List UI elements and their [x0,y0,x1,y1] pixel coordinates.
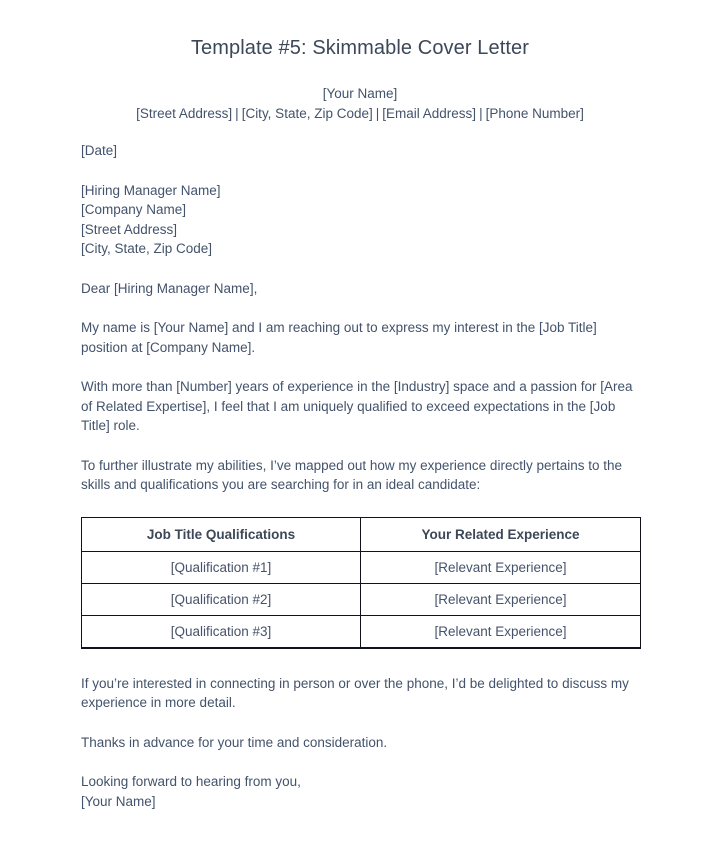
applicant-street-address: [Street Address] [136,106,233,121]
recipient-city-state-zip: [City, State, Zip Code] [81,241,213,256]
letter-body [81,141,640,811]
closing-block [81,772,640,811]
contact-separator-3: | [479,106,483,121]
table-cell-qualification: [Qualification #1] [82,551,361,583]
qualifications-table [81,517,641,649]
contact-header-block [0,84,720,124]
paragraph-table-lead-in: To further illustrate my abilities, I’ve mapped out how my experience directly pertains to the skills and qualifications you are searching for in an ideal candidate: [81,457,623,492]
table-cell-qualification: [Qualification #3] [82,615,361,648]
table-cell-qualification: [Qualification #2] [82,583,361,615]
recipient-street-address: [Street Address] [81,221,178,237]
contact-separator-1: | [235,106,239,121]
table-row [82,551,641,583]
table-row [82,583,641,615]
table-row [82,615,641,648]
applicant-email: [Email Address] [382,106,477,121]
salutation: Dear [Hiring Manager Name], [81,280,258,296]
table-header-row [82,517,641,551]
paragraph-intro: My name is [Your Name] and I am reaching out to express my interest in the [Job Title] position at [Company Name]. [81,320,597,355]
paragraph-call-to-action: If you’re interested in connecting in person or over the phone, I’d be delighted to discuss my experience in more detail. [81,675,629,710]
table-cell-experience: [Relevant Experience] [361,583,641,615]
closing-name: [Your Name] [81,793,156,809]
closing-sign-off: Looking forward to hearing from you, [81,774,301,789]
table-cell-experience: [Relevant Experience] [361,615,641,648]
applicant-name: [Your Name] [322,86,398,101]
recipient-company-name: [Company Name] [81,202,187,217]
applicant-phone: [Phone Number] [485,106,584,121]
recipient-manager-name: [Hiring Manager Name] [81,182,221,198]
recipient-address-block [81,181,640,259]
table-cell-experience: [Relevant Experience] [361,551,641,583]
applicant-contact-line [0,104,720,124]
table-header-qualifications: Job Title Qualifications [82,517,361,551]
contact-separator-2: | [375,106,380,121]
paragraph-experience: With more than [Number] years of experience in the [Industry] space and a passion for [Area of Related Expertise], I feel that I am uniquely qualified to exceed expectations in the [Job Title] role. [81,379,633,433]
table-header-experience: Your Related Experience [361,517,641,551]
applicant-name-line [0,84,720,104]
date-line: [Date] [81,143,118,158]
page-title: Template #5: Skimmable Cover Letter [190,37,530,59]
applicant-city-state-zip: [City, State, Zip Code] [241,106,373,121]
paragraph-thanks: Thanks in advance for your time and consideration. [81,734,388,750]
